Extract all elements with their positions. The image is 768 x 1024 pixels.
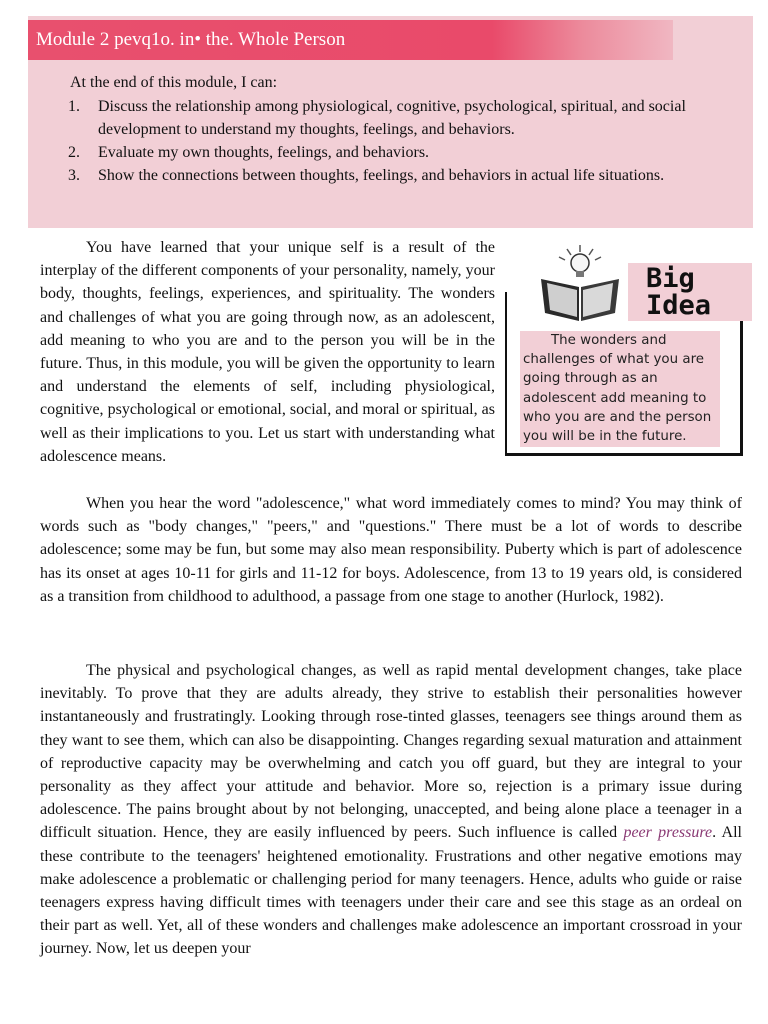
paragraph-text: You have learned that your unique self is a result of the interplay of the different components of your personality, namely, your body, thoughts, feelings, experiences, and spirituality. The wonders and challenges of what you are going through now, as an adolescent, add meaning to who you are and to the person you will be in the future. Thus, in this module, you will be given the opportunity to learn and understand the elements of self, including physiological, cognitive, psychological or emotional, social, and moral or spiritual, as well as their implications to you. Let us start with understanding what adolescence means. (40, 239, 495, 465)
big-idea-label-line: Idea (646, 290, 712, 321)
objective-number: 1. (68, 98, 80, 115)
big-idea-label-line: Big (646, 263, 695, 294)
paragraph-text: The physical and psychological changes, as well as rapid mental development changes, take place inevitably. To prove that they are adults already, they strive to establish their personalities however instantaneously and frustratingly. Looking through rose-tinted glasses, teenagers see things around them as they want to see them, which can also be disappointing. Changes regarding sexual maturation and attainment of reproductive capacity may be overwhelming and catch you off guard, but they are integral to your personality as they affect your attitude and behavior. More so, rejection is a primary issue during adolescence. The pains brought about by not belonging, unaccepted, and being alone place a teenager in a difficult situation. Hence, they are easily influenced by peers. Such influence is called (40, 662, 742, 842)
big-idea-text-content: The wonders and challenges of what you are going through as an adolescent add meaning to who you are and the person you will be in the future. (523, 333, 712, 445)
objective-text: Discuss the relationship among physiological, cognitive, psychological, spiritual, and social development to understand my thoughts, feelings, and behaviors. (98, 98, 686, 138)
peer-pressure-term: peer pressure (623, 824, 713, 842)
objective-text: Show the connections between thoughts, feelings, and behaviors in actual life situations. (98, 167, 665, 184)
big-idea-text (520, 331, 720, 447)
paragraph-text: When you hear the word "adolescence," what word immediately comes to mind? You may think of words such as "body changes," "peers," and "questions." There must be a lot of words to describe adolescence; some may be fun, but some may also mean responsibility. Puberty which is part of adolescence has its onset at ages 10-11 for girls and 11-12 for boys. Adolescence, from 13 to 19 years old, is considered as a transition from childhood to adulthood, a passage from one stage to another (Hurlock, 1982). (40, 495, 742, 605)
list-item (68, 141, 728, 164)
body-paragraph-2 (40, 492, 742, 608)
list-item (68, 95, 728, 141)
objective-number: 2. (68, 144, 80, 161)
objective-text: Evaluate my own thoughts, feelings, and behaviors. (98, 144, 430, 161)
big-idea-label (628, 263, 752, 321)
list-item (68, 164, 728, 187)
module-title: Module 2 pevq1o. in• the. Whole Person (28, 20, 673, 60)
body-paragraph-3 (40, 659, 742, 961)
objectives-list (68, 95, 728, 187)
body-paragraph-1 (40, 236, 495, 468)
paragraph-text: . All these contribute to the teenagers' heightened emotionality. Frustrations and other negative emotions may make adolescence a problematic or challenging period for many teenagers. Hence, adults who guide or raise teenagers express having difficult times with teenagers under their care and see this stage as an ordeal on their part as well. Yet, all of these wonders and challenges make adolescence an important crossroad in your journey. Now, let us deepen your (40, 824, 742, 958)
objectives-intro: At the end of this module, I can: (70, 74, 278, 91)
lightbulb-book-icon (537, 243, 623, 323)
objective-number: 3. (68, 167, 80, 184)
